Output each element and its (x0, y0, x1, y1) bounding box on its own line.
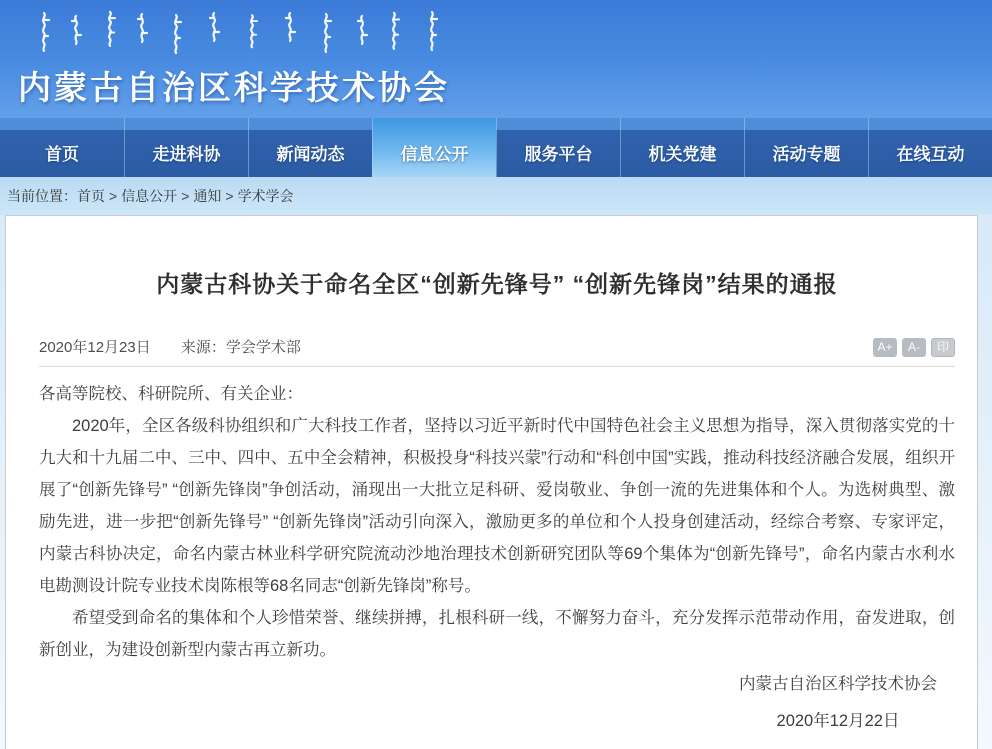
site-header (0, 0, 992, 118)
article-meta-row (39, 336, 955, 367)
breadcrumb-separator: > (181, 188, 190, 204)
nav-tab-1[interactable]: 首页 (45, 145, 79, 164)
font-decrease-button[interactable]: A- (902, 338, 926, 357)
signature-org: 内蒙古自治区科学技术协会 (739, 675, 937, 693)
nav-tab-5[interactable]: 服务平台 (496, 118, 620, 177)
article-meta (39, 336, 327, 357)
paragraph: 各高等院校、科研院所、有关企业： (39, 385, 303, 403)
print-button[interactable]: 印 (931, 338, 955, 357)
paragraph: 希望受到命名的集体和个人珍惜荣誉、继续拼搏，扎根科研一线，不懈努力奋斗，充分发挥示范带动作用，奋发进取，创新创业，为建设创新型内蒙古再立新功。 (39, 609, 955, 659)
site-title: 内蒙古自治区科学技术协会 (18, 69, 450, 106)
article-card (5, 215, 978, 749)
paragraph: 2020年，全区各级科协组织和广大科技工作者，坚持以习近平新时代中国特色社会主义思想为指导，深入贯彻落实党的十九大和十九届二中、三中、四中、五中全会精神，积极投身“科技兴蒙”行动和“科创中国”实践，推动科技经济融合发展，组织开展了“创新先锋号” “创新先锋岗”争创活动，涌现出一大批立足科研、爱岗敬业、争创一流的先进集体和个人。为选树典型、激励先进，进一步把“创新先锋号” “创新先锋岗”活动引向深入，激励更多的单位和个人投身创建活动，经综合考察、专家评定，内蒙古科协决定，命名内蒙古林业科学研究院流动沙地治理技术创新研究团队等69个集体为“创新先锋号”，命名内蒙古水利水电勘测设计院专业技术岗陈根等68名同志“创新先锋岗”称号。 (39, 417, 955, 595)
breadcrumb-link[interactable]: 首页 (77, 188, 105, 204)
article-date: 2020年12月23日 (39, 339, 151, 356)
breadcrumb-link[interactable]: 通知 (193, 188, 222, 204)
nav-bar (0, 118, 992, 177)
article-source: 来源：学会学术部 (180, 339, 301, 356)
nav-tab-7[interactable]: 活动专题 (744, 118, 868, 177)
article-title: 内蒙古科协关于命名全区“创新先锋号” “创新先锋岗”结果的通报 (156, 271, 838, 297)
signature-date: 2020年12月22日 (776, 712, 900, 730)
font-increase-button[interactable]: A+ (873, 338, 897, 357)
breadcrumb-separator: > (109, 188, 118, 204)
nav-tab-2[interactable]: 走进科协 (124, 118, 248, 177)
nav-tab-8[interactable]: 在线互动 (868, 118, 992, 177)
article-tools (873, 338, 955, 357)
nav-tab-6[interactable]: 机关党建 (620, 118, 744, 177)
breadcrumb (0, 177, 992, 215)
breadcrumb-prefix: 当前位置： (7, 188, 77, 204)
nav-tab-4[interactable]: 信息公开 (372, 118, 496, 177)
breadcrumb-items (77, 186, 294, 206)
breadcrumb-link[interactable]: 学术学会 (237, 188, 294, 204)
signature-block (39, 668, 955, 737)
mongolian-script (24, 10, 454, 56)
article-body (39, 378, 955, 666)
breadcrumb-link[interactable]: 信息公开 (121, 188, 178, 204)
breadcrumb-separator: > (225, 188, 234, 204)
nav-tab-3[interactable]: 新闻动态 (248, 118, 372, 177)
